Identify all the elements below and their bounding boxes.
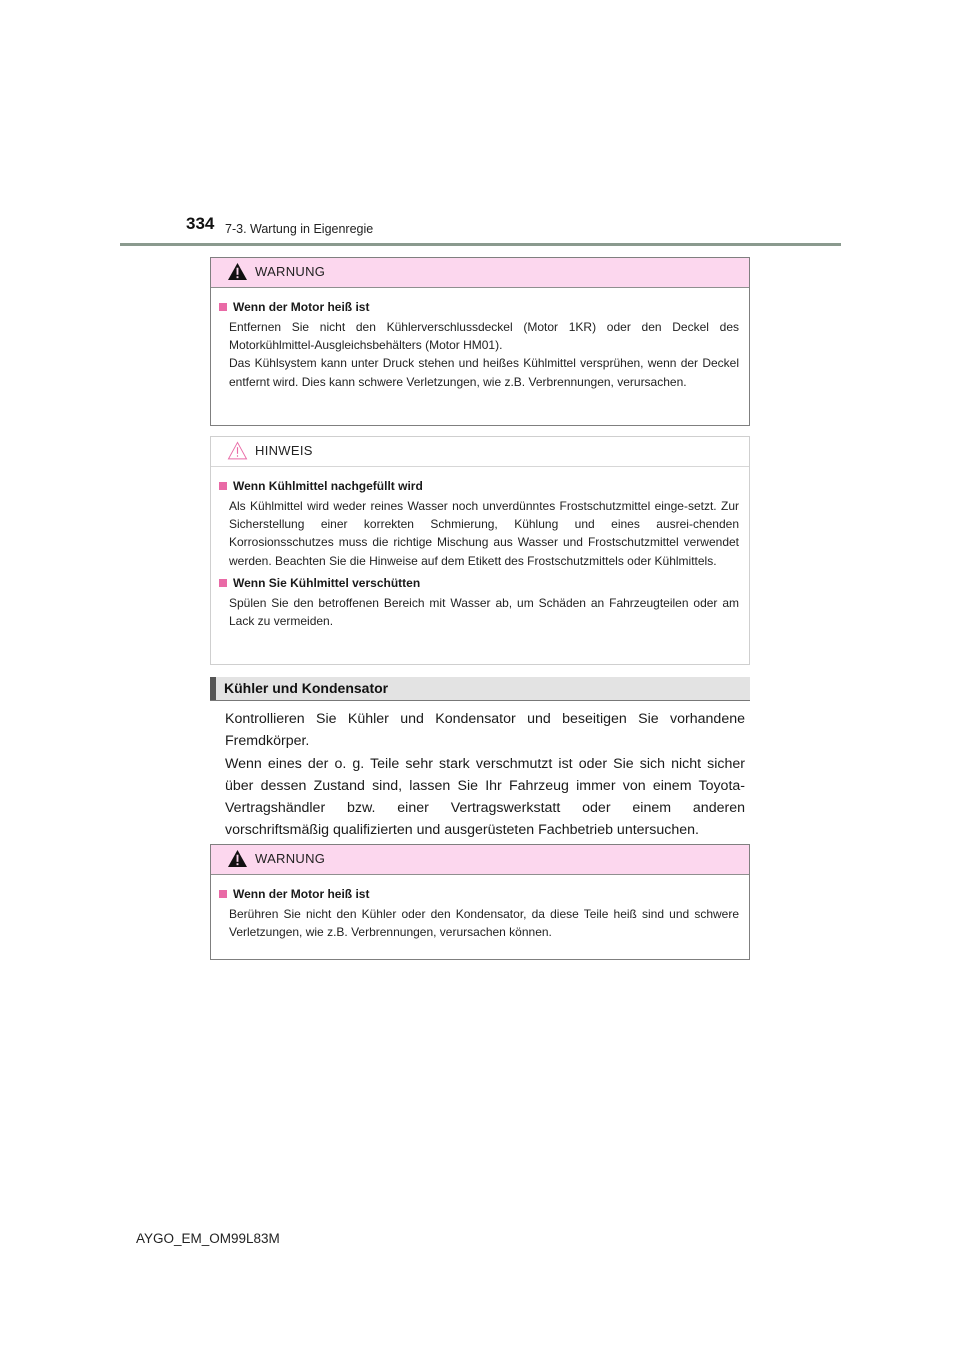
- warning-header: [211, 845, 749, 875]
- warning-triangle-icon: [227, 849, 248, 868]
- notice-item-text: Als Kühlmittel wird weder reines Wasser noch unverdünntes Frostschutzmittel einge-setzt. Zur Sicherstellung einer korrekten Schmierung, Kühlung und eines ausrei-chenden Korrosionsschutzes muss die richtige Mischung aus Wasser und Frostschutzmittel verwendet werden. Beachten Sie die Hinweise auf dem Etikett des Frostschutzmittels oder Kühlmittels.: [229, 499, 739, 568]
- document-code: AYGO_EM_OM99L83M: [136, 1231, 280, 1246]
- section-heading-text: Kühler und Kondensator: [224, 680, 389, 696]
- section-heading: [210, 677, 750, 700]
- body-paragraph: Wenn eines der o. g. Teile sehr stark verschmutzt ist oder Sie sich nicht sicher über dessen Zustand sind, lassen Sie Ihr Fahrzeug immer von einem Toyota-Vertragshändler bzw. einer Vertragswerkstatt oder einem anderen vorschriftsmäßig qualifizierten und ausgerüsteten Fachbetrieb untersuchen.: [225, 755, 745, 839]
- warning-title: WARNUNG: [255, 851, 326, 866]
- notice-item: [219, 479, 739, 570]
- section-body: [225, 708, 745, 842]
- warning-item: [219, 887, 739, 941]
- section-heading-rule: [210, 700, 750, 701]
- notice-title: HINWEIS: [255, 443, 313, 458]
- notice-item-heading-text: Wenn Kühlmittel nachgefüllt wird: [233, 479, 423, 493]
- warning-item-heading-text: Wenn der Motor heiß ist: [233, 887, 370, 901]
- warning-body: [211, 875, 749, 953]
- notice-body: [211, 467, 749, 642]
- warning-box: [210, 257, 750, 426]
- notice-item: [219, 576, 739, 630]
- square-bullet-icon: [219, 579, 227, 587]
- warning-item-heading-text: Wenn der Motor heiß ist: [233, 300, 370, 314]
- notice-item-heading-text: Wenn Sie Kühlmittel verschütten: [233, 575, 421, 590]
- warning-item-text: Entfernen Sie nicht den Kühlerverschlussdeckel (Motor 1KR) oder den Deckel des Motorkühlmittel-Ausgleichsbehälters (Motor HM01).: [229, 320, 739, 353]
- square-bullet-icon: [219, 890, 227, 898]
- warning-item-heading: [219, 887, 739, 901]
- notice-item-text: Spülen Sie den betroffenen Bereich mit Wasser ab, um Schäden an Fahrzeugteilen oder am Lack zu vermeiden.: [229, 595, 739, 629]
- caution-triangle-icon: [227, 441, 248, 460]
- warning-triangle-icon: [227, 262, 248, 281]
- section-title: 7-3. Wartung in Eigenregie: [225, 222, 374, 236]
- warning-item-text: Berühren Sie nicht den Kühler oder den Kondensator, da diese Teile heiß sind und schwere Verletzungen, wie z.B. Verbrennungen, verursachen können.: [229, 907, 739, 940]
- warning-title: WARNUNG: [255, 264, 326, 279]
- notice-item-heading: [219, 576, 739, 590]
- body-paragraph: Kontrollieren Sie Kühler und Kondensator und beseitigen Sie vorhandene Fremdkörper.: [225, 711, 745, 750]
- section-heading-bar: [210, 677, 216, 700]
- header-rule: [120, 243, 841, 246]
- square-bullet-icon: [219, 303, 227, 311]
- notice-item-heading: [219, 479, 739, 493]
- warning-header: [211, 258, 749, 288]
- square-bullet-icon: [219, 482, 227, 490]
- notice-header: [211, 437, 749, 467]
- notice-box: [210, 436, 750, 665]
- page-number: 334: [186, 214, 215, 233]
- warning-body: [211, 288, 749, 403]
- warning-item-text-2: Das Kühlsystem kann unter Druck stehen und heißes Kühlmittel versprühen, wenn der Deckel entfernt wird. Dies kann schwere Verletzungen, wie z.B. Verbrennungen, verursachen.: [229, 356, 739, 389]
- warning-item: [219, 300, 739, 391]
- warning-item-heading: [219, 300, 739, 314]
- warning-box-2: [210, 844, 750, 960]
